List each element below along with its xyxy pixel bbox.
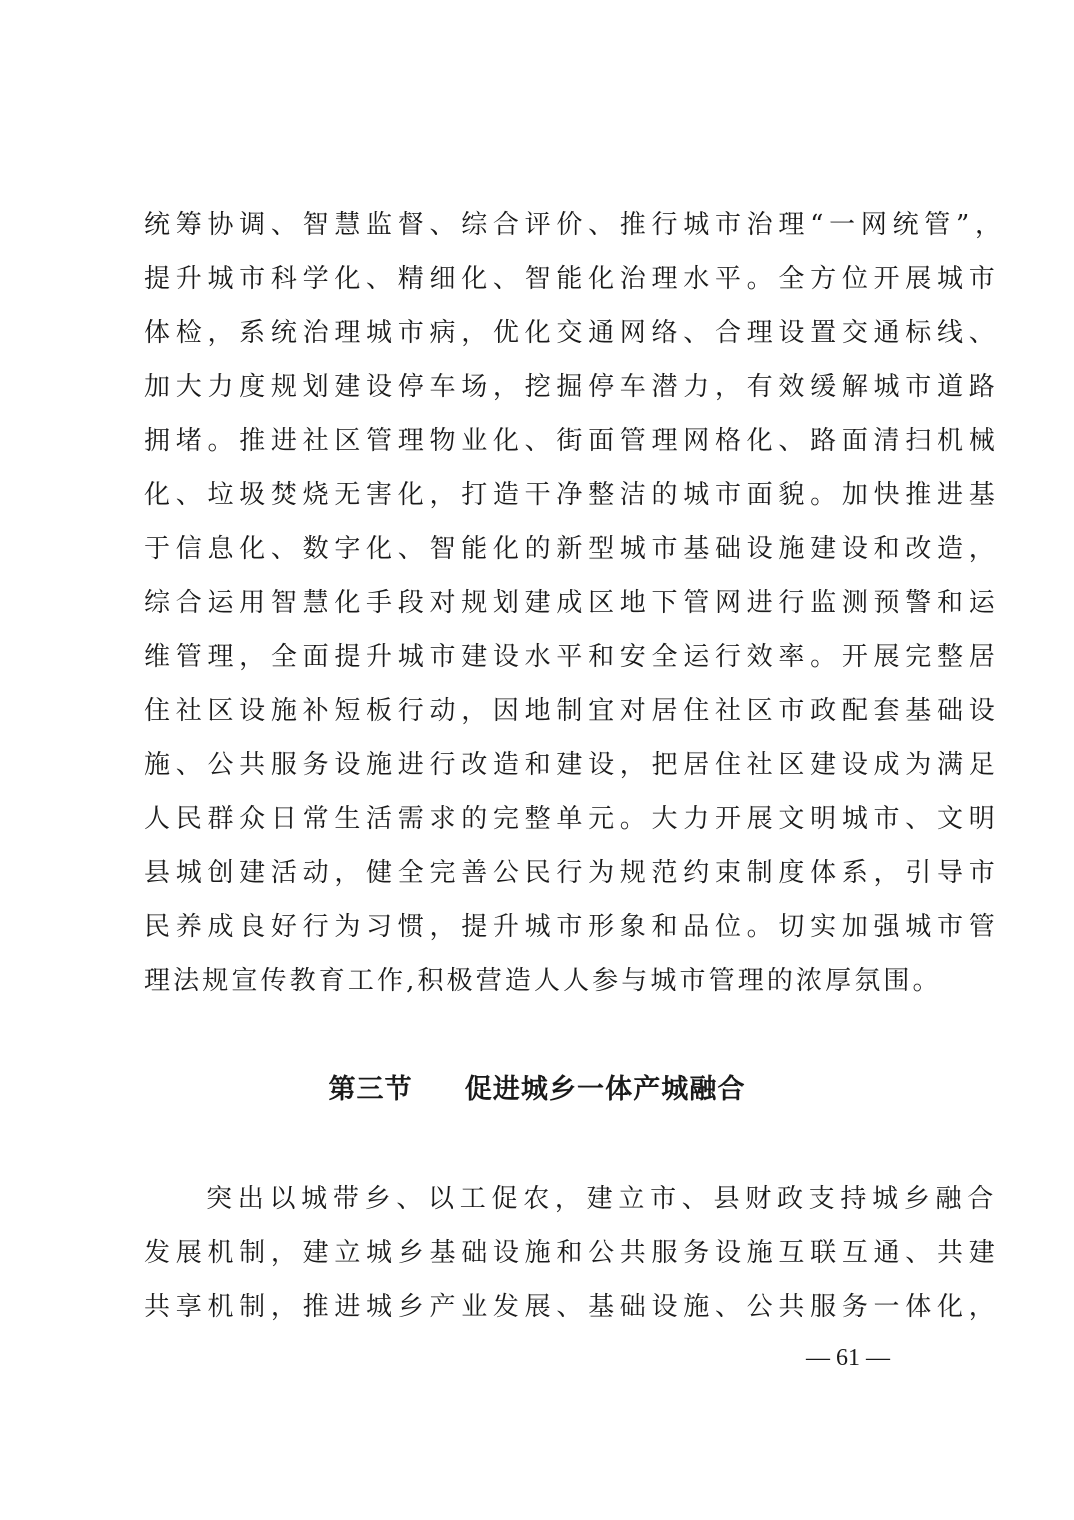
- text-line: 人民群众日常生活需求的完整单元。大力开展文明城市、文明: [144, 804, 1001, 834]
- section-heading: [0, 1063, 1074, 1117]
- section-number: 第三节: [328, 1074, 413, 1105]
- text-line: 提升城市科学化、精细化、智能化治理水平。全方位开展城市: [144, 264, 1001, 294]
- text-line: 拥堵。推进社区管理物业化、街面管理网格化、路面清扫机械: [144, 426, 1001, 456]
- text-line: 施、公共服务设施进行改造和建设，把居住社区建设成为满足: [144, 750, 1001, 780]
- text-line: 住社区设施补短板行动，因地制宜对居住社区市政配套基础设: [144, 696, 1001, 726]
- text-line: 县城创建活动，健全完善公民行为规范约束制度体系，引导市: [144, 858, 1001, 888]
- page-number: — 61 —: [806, 1345, 890, 1371]
- text-line: 民养成良好行为习惯，提升城市形象和品位。切实加强城市管: [144, 912, 1001, 942]
- text-line: 共享机制，推进城乡产业发展、基础设施、公共服务一体化，: [144, 1292, 1001, 1322]
- text-line: 化、垃圾焚烧无害化，打造干净整洁的城市面貌。加快推进基: [144, 480, 1001, 510]
- text-line: 突出以城带乡、以工促农，建立市、县财政支持城乡融合: [206, 1184, 1000, 1214]
- text-line: 统筹协调、智慧监督、综合评价、推行城市治理“一网统管”，: [144, 210, 1007, 240]
- body-paragraph-2: [144, 1172, 1001, 1334]
- text-line: 综合运用智慧化手段对规划建成区地下管网进行监测预警和运: [144, 588, 1001, 618]
- text-line: 发展机制，建立城乡基础设施和公共服务设施互联互通、共建: [144, 1238, 1001, 1268]
- text-line: 维管理，全面提升城市建设水平和安全运行效率。开展完整居: [144, 642, 1001, 672]
- text-line: 体检，系统治理城市病，优化交通网络、合理设置交通标线、: [144, 318, 1001, 348]
- text-line: 理法规宣传教育工作,积极营造人人参与城市管理的浓厚氛围。: [144, 966, 942, 996]
- section-title: 促进城乡一体产城融合: [464, 1074, 746, 1105]
- text-line: 加大力度规划建设停车场，挖掘停车潜力，有效缓解城市道路: [144, 372, 1001, 402]
- text-line: 于信息化、数字化、智能化的新型城市基础设施建设和改造，: [144, 534, 1001, 564]
- body-paragraph-1: [144, 198, 1007, 1008]
